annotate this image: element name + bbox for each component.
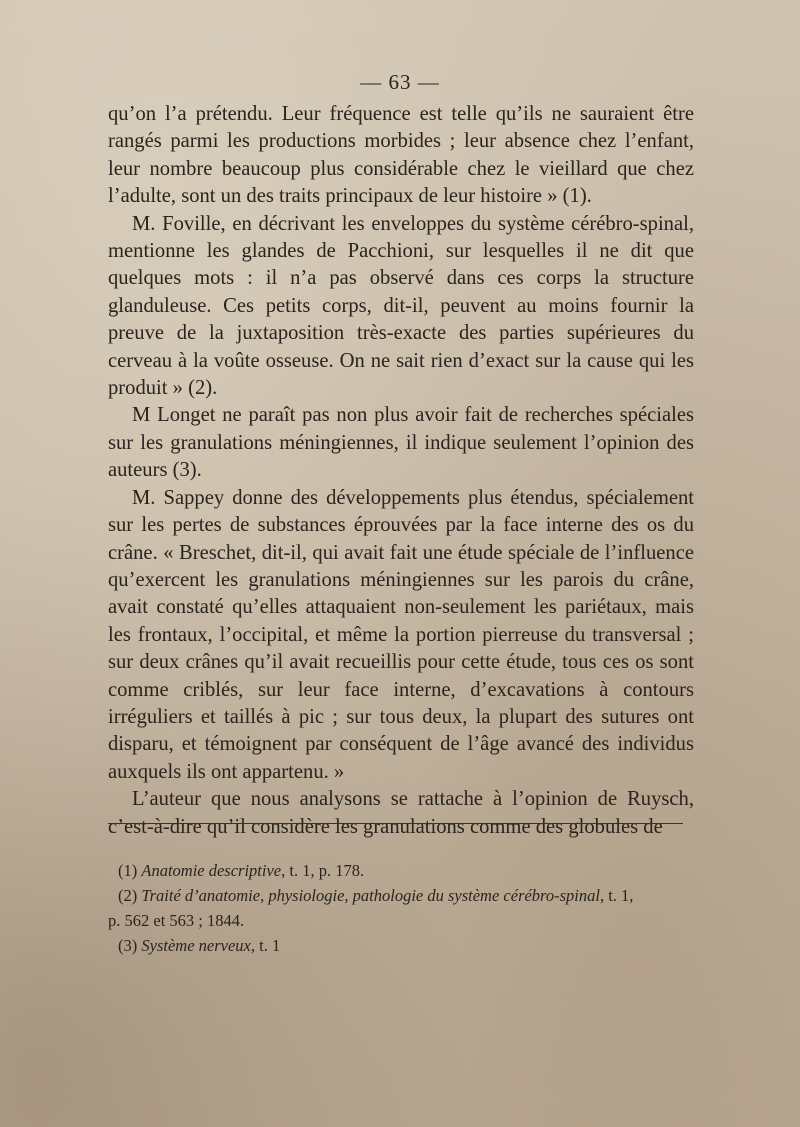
paragraph: M Longet ne paraît pas non plus avoir fait de recherches spéciales sur les granulations méningiennes, il indique seulement l’opinion des auteurs (3).	[108, 404, 694, 482]
page-number: — 63 —	[360, 70, 440, 94]
footnote-continuation: p. 562 et 563 ; 1844.	[108, 911, 245, 930]
footnote-number: (1)	[118, 861, 138, 880]
footnote	[108, 933, 694, 958]
footnote-number: (3)	[118, 936, 138, 955]
footnote	[108, 883, 694, 933]
paragraph: M. Foville, en décrivant les enveloppes du système cérébro-spinal, mentionne les glandes de Pacchioni, sur lesquelles il ne dit que quelques mots : il n’a pas observé dans ces corps la structure glanduleuse. Ces petits corps, dit-il, peuvent au moins fournir la preuve de la juxtaposition très-exacte des parties supérieures du cerveau à la voûte osseuse. On ne sait rien d’exact sur la cause qui les produit » (2).	[108, 212, 694, 400]
footnote-title: Système nerveux	[141, 936, 251, 955]
footnote	[108, 858, 694, 883]
footnote-title: Anatomie descriptive	[141, 861, 282, 880]
footnotes	[108, 858, 694, 958]
paragraph: M. Sappey donne des développements plus étendus, spécialement sur les pertes de substances éprouvées par la face interne des os du crâne. « Breschet, dit-il, qui avait fait une étude spéciale de l’influence qu’exercent les granulations méningiennes sur les parois du crâne, avait constaté qu’elles attaquaient non-seulement les pariétaux, mais les frontaux, l’occipital, et même la portion pierreuse du transversal ; sur deux crânes qu’il avait recueillis pour cette étude, tous ces os sont comme criblés, sur leur face interne, d’excavations à contours irréguliers et taillés à pic ; sur tous deux, la plupart des sutures ont disparu, et témoignent par conséquent de l’âge avancé des individus auxquels ils ont appartenu. »	[108, 486, 694, 783]
paragraph: qu’on l’a prétendu. Leur fréquence est telle qu’ils ne sauraient être rangés parmi les productions morbides ; leur absence chez l’enfant, leur nombre beaucoup plus considérable chez le vieillard que chez l’adulte, sont un des traits principaux de leur histoire » (1).	[108, 103, 694, 208]
paragraph: L’auteur que nous analysons se rattache à l’opinion de Ruysch, c’est-à-dire qu’il considère les granulations comme des globules de	[108, 788, 694, 838]
footnote-title: Traité d’anatomie, physiologie, pathologie du système cérébro-spinal	[141, 886, 600, 905]
footnote-reference: , t. 1,	[599, 886, 634, 905]
main-text	[108, 101, 694, 841]
footnote-reference: , t. 1	[250, 936, 281, 955]
footnote-number: (2)	[118, 886, 138, 905]
footnote-reference: , t. 1, p. 178.	[281, 861, 365, 880]
footnote-separator	[108, 823, 683, 824]
